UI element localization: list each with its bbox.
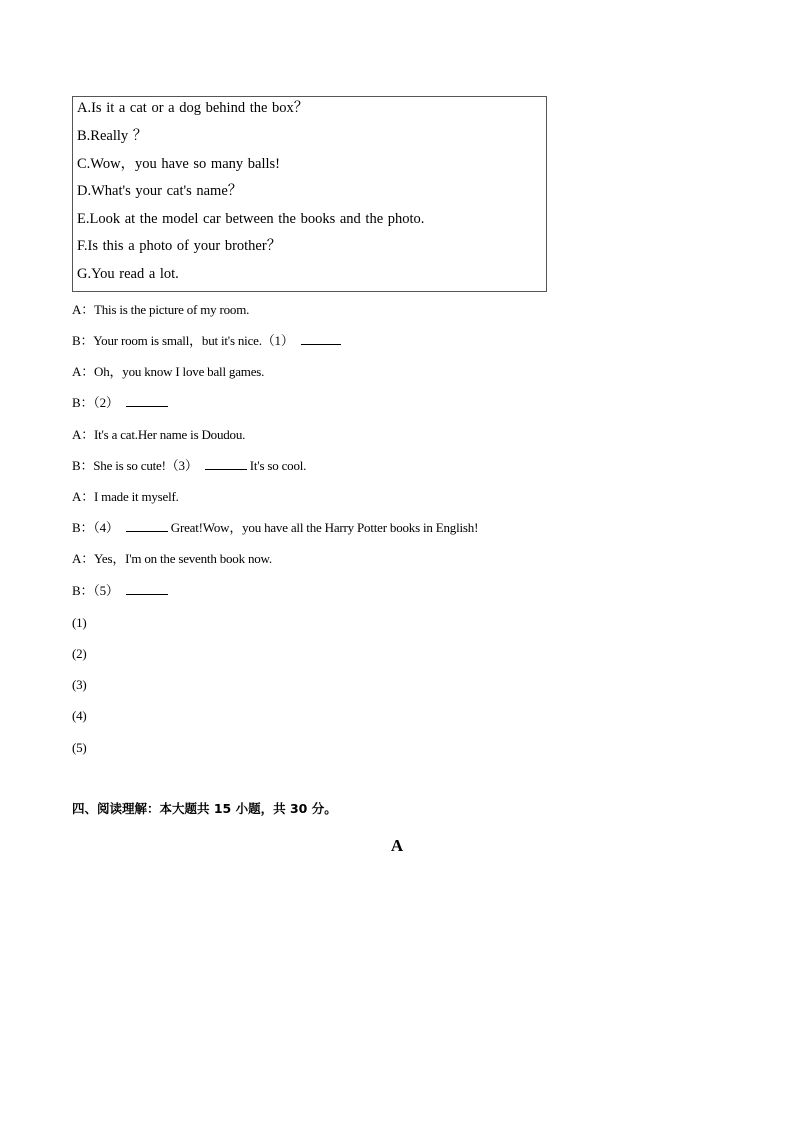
answer-blank-1[interactable]	[301, 332, 341, 345]
option-e: E.Look at the model car between the books and the photo.	[77, 211, 425, 227]
speaker-label: B：	[72, 583, 94, 598]
dialogue-line-5	[72, 426, 245, 444]
dialogue-text: Yes，I'm on the seventh book now.	[94, 551, 272, 566]
option-c: C.Wow，you have so many balls!	[77, 156, 280, 172]
answer-number-1: (1)	[72, 615, 87, 630]
speaker-label: A：	[72, 302, 94, 317]
answer-number-3: (3)	[72, 677, 87, 692]
option-d: D.What's your cat's name？	[77, 183, 243, 199]
speaker-label: A：	[72, 551, 94, 566]
speaker-label: A：	[72, 427, 94, 442]
dialogue-line-7	[72, 488, 179, 506]
dialogue-line-1	[72, 301, 249, 319]
dialogue-line-2	[72, 332, 341, 350]
answer-blank-2[interactable]	[126, 394, 168, 407]
dialogue-text: Oh，you know I love ball games.	[94, 364, 265, 379]
answer-blank-3[interactable]	[205, 457, 247, 470]
speaker-label: A：	[72, 364, 94, 379]
dialogue-line-8	[72, 519, 478, 537]
speaker-label: A：	[72, 489, 94, 504]
answer-number-2: (2)	[72, 646, 87, 661]
dialogue-text: Your room is small，but it's nice.（1）	[93, 333, 294, 348]
answer-blank-5[interactable]	[126, 582, 168, 595]
dialogue-text: I made it myself.	[94, 489, 179, 504]
dialogue-text: She is so cute!（3）	[93, 458, 198, 473]
option-b: B.Really ？	[77, 128, 148, 144]
options-box	[72, 96, 547, 292]
dialogue-line-9	[72, 550, 272, 568]
option-a: A.Is it a cat or a dog behind the box？	[77, 100, 309, 116]
dialogue-text-after: Great!Wow，you have all the Harry Potter books in English!	[167, 520, 479, 535]
dialogue-line-3	[72, 363, 264, 381]
speaker-label: B：	[72, 458, 94, 473]
speaker-label: B：	[72, 520, 94, 535]
answer-blank-4[interactable]	[126, 519, 168, 532]
speaker-label: B：	[72, 395, 94, 410]
section-heading: 四、阅读理解：本大题共 15 小题，共 30 分。	[72, 801, 337, 816]
dialogue-line-10	[72, 582, 168, 600]
speaker-label: B：	[72, 333, 94, 348]
dialogue-line-6	[72, 457, 306, 475]
dialogue-text: （2）	[93, 395, 119, 410]
dialogue-text: （4）	[93, 520, 119, 535]
dialogue-text: （5）	[93, 583, 119, 598]
answer-number-4: (4)	[72, 708, 87, 723]
dialogue-text: It's a cat.Her name is Doudou.	[94, 427, 246, 442]
option-g: G.You read a lot.	[77, 266, 179, 282]
answer-number-5: (5)	[72, 740, 87, 755]
passage-title: A	[390, 836, 404, 855]
dialogue-text: This is the picture of my room.	[94, 302, 250, 317]
dialogue-line-4	[72, 394, 168, 412]
option-f: F.Is this a photo of your brother？	[77, 238, 282, 254]
dialogue-text-after: It's so cool.	[246, 458, 307, 473]
